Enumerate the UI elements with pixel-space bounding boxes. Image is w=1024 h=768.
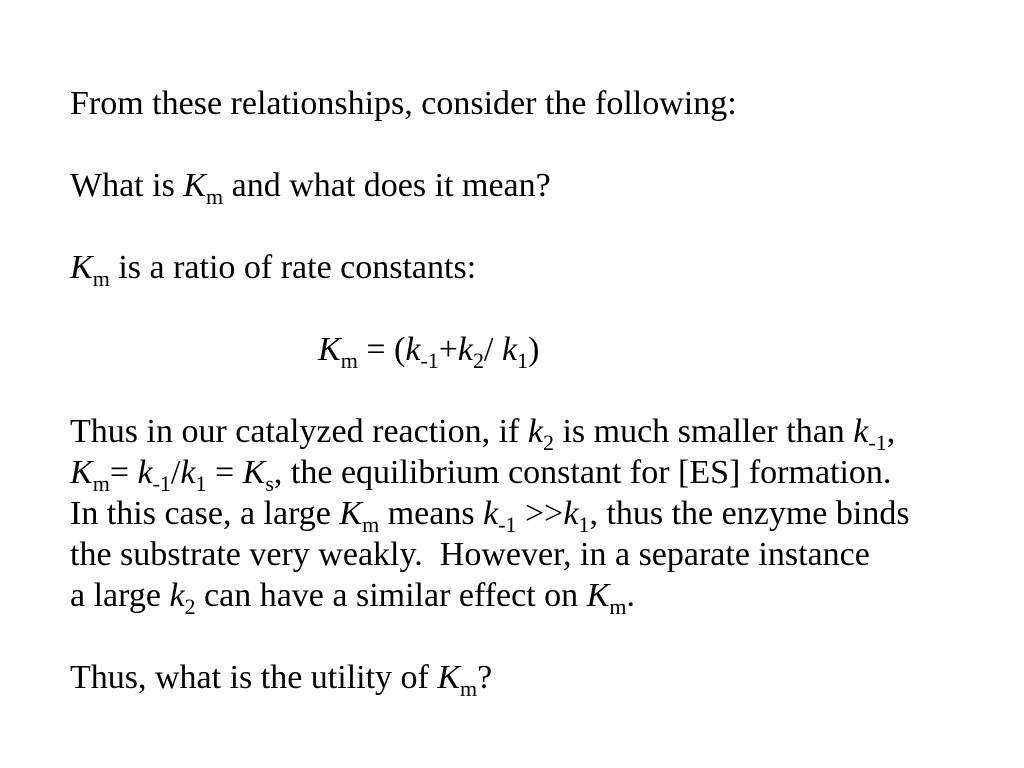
text-run: is a ratio of rate constants: [109,249,477,286]
subscript: m [92,471,110,496]
text-run: , thus the enzyme binds [589,495,910,532]
question-km-utility [70,657,910,701]
subscript: -1 [868,430,887,455]
math-variable: k [563,495,579,532]
math-variable: K [183,167,206,204]
math-variable: k [137,454,153,491]
explanation-line-4 [70,534,910,575]
text-run: From these relationships, consider the following: [70,85,737,122]
subscript: 1 [195,471,207,496]
subscript: 2 [473,348,485,373]
subscript: 2 [184,594,196,619]
subscript: m [92,266,110,291]
math-variable: K [586,577,610,614]
math-variable: K [318,331,341,368]
text-run: . [626,577,635,614]
question-km-meaning [70,165,910,209]
subscript: m [340,348,358,373]
text-run: and what does it mean? [223,167,551,204]
subscript: m [460,676,478,701]
km-equation [70,329,910,373]
math-variable: K [70,454,93,491]
text-run: Thus in our catalyzed reaction, if [70,413,528,450]
math-variable: k [180,454,196,491]
math-variable: k [527,413,543,450]
math-variable: K [70,249,93,286]
text-run: the substrate very weakly. However, in a separate instance [70,536,870,573]
text-run: Thus, what is the utility of [70,659,438,696]
subscript: -1 [420,348,439,373]
explanation-line-1 [70,411,910,455]
text-run: / [170,454,181,491]
math-variable: k [457,331,474,368]
text-run: ? [477,659,493,696]
text-run: >> [516,495,564,532]
subscript: s [265,471,274,496]
math-variable: K [339,495,363,532]
text-run: / [484,331,502,368]
text-run: means [379,495,484,532]
text-run: , the equilibrium constant for [ES] formation. [273,454,892,491]
math-variable: k [853,413,869,450]
text-run: , [886,413,896,450]
subscript: -1 [498,512,517,537]
subscript: m [206,184,224,209]
explanation-line-2 [70,452,910,496]
explanation-line-5 [70,575,910,619]
math-variable: K [437,659,461,696]
text-run: In this case, a large [70,495,340,532]
math-variable: k [501,331,518,368]
text-run: a large [70,577,170,614]
km-definition-line [70,247,910,291]
explanation-line-3 [70,493,910,537]
math-variable: k [169,577,185,614]
subscript: m [362,512,380,537]
text-run: ) [528,331,540,368]
text-run: is much smaller than [553,413,854,450]
subscript: m [609,594,627,619]
slide-body-text [70,83,910,701]
text-run: What is [70,167,184,204]
subscript: -1 [152,471,171,496]
math-variable: K [242,454,266,491]
subscript: 1 [578,512,590,537]
text-run: = [109,454,138,491]
text-run: = [206,454,243,491]
math-variable: k [483,495,499,532]
subscript: 1 [517,348,529,373]
intro-line [70,83,910,124]
math-variable: k [405,331,421,368]
subscript: 2 [542,430,554,455]
text-run: + [438,331,458,368]
text-run: can have a similar effect on [195,577,587,614]
text-run: = ( [357,331,406,368]
